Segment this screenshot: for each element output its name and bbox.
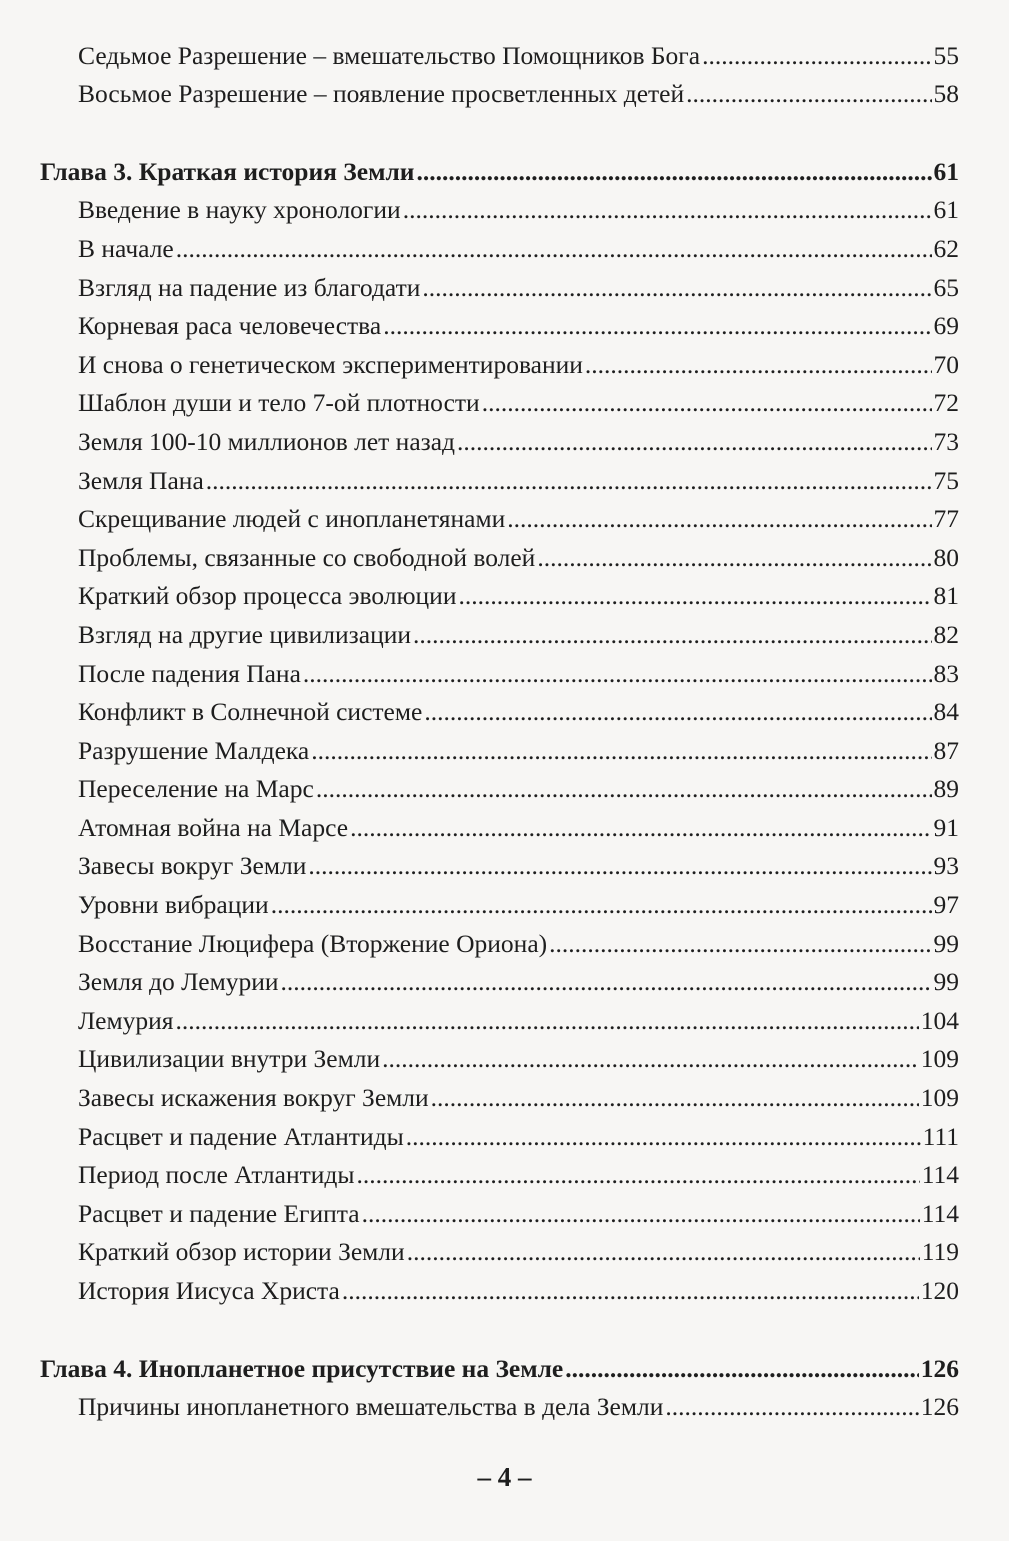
toc-entry — [0, 843, 1009, 882]
toc-entry-page: 69 — [933, 311, 959, 341]
dot-leader — [422, 273, 931, 303]
toc-entry-title: В начале — [78, 233, 174, 263]
toc-entry — [0, 225, 1009, 264]
toc-entry-page: 97 — [933, 890, 959, 920]
toc-entry-title: История Иисуса Христа — [78, 1276, 340, 1305]
page-number: – 4 – — [477, 1462, 532, 1492]
toc-entry-page: 58 — [933, 79, 959, 109]
section-gap — [0, 1306, 1009, 1345]
toc-entry — [0, 611, 1009, 650]
dot-leader — [311, 736, 931, 766]
toc-entry-title: Разрушение Малдека — [78, 735, 310, 765]
dot-leader — [458, 581, 931, 611]
toc-entry-page: 73 — [933, 426, 959, 456]
toc-entry-page: 109 — [920, 1044, 959, 1074]
dot-leader — [537, 543, 931, 573]
toc-entry-title: Скрещивание людей с инопланетянами — [78, 504, 506, 534]
toc-entry-page: 62 — [933, 233, 959, 263]
toc-entry-title: Переселение на Марс — [78, 774, 314, 804]
toc-entry — [0, 1190, 1009, 1229]
dot-leader — [176, 234, 932, 264]
toc-entry — [0, 1229, 1009, 1268]
toc-entry-title: Период после Атлантиды — [78, 1160, 355, 1190]
toc-entry-page: 77 — [933, 504, 959, 534]
toc-entry-title: Восьмое Разрешение – появление просветленных детей — [78, 79, 685, 109]
toc-entry — [0, 920, 1009, 959]
toc-entry-page: 70 — [933, 349, 959, 379]
toc-entry — [0, 380, 1009, 419]
dot-leader — [382, 1044, 919, 1074]
toc-entry-title: Цивилизации внутри Земли — [78, 1044, 381, 1074]
dot-leader — [585, 350, 932, 380]
toc-entry-title: Уровни вибрации — [78, 890, 269, 920]
toc-entry-page: 80 — [933, 542, 959, 572]
toc-entry-title: Завесы искажения вокруг Земли — [78, 1083, 429, 1113]
toc-entry-page: 126 — [920, 1392, 959, 1422]
dot-leader — [403, 195, 932, 225]
toc-entry-title: Конфликт в Солнечной системе — [78, 697, 423, 727]
dot-leader — [565, 1354, 919, 1384]
toc-entry — [0, 1036, 1009, 1075]
dot-leader — [457, 427, 931, 457]
dot-leader — [308, 851, 931, 881]
dot-leader — [350, 813, 931, 843]
dot-leader — [416, 157, 931, 187]
dot-leader — [303, 659, 932, 689]
toc-entry-title: Земля Пана — [78, 465, 204, 495]
toc-entry-title: Причины инопланетного вмешательства в дела Земли — [78, 1392, 664, 1422]
toc-entry-page: 81 — [933, 581, 959, 611]
dot-leader — [702, 41, 931, 71]
chapter-heading — [0, 1345, 1009, 1384]
dot-leader — [316, 774, 932, 804]
toc-entry-page: 75 — [933, 465, 959, 495]
toc-entry — [0, 804, 1009, 843]
toc-entry-page: 72 — [933, 388, 959, 418]
toc-entry-title: Восстание Люцифера (Вторжение Ориона) — [78, 928, 548, 958]
toc-entry-page: 99 — [933, 967, 959, 997]
toc-entry-title: Корневая раса человечества — [78, 311, 382, 341]
dot-leader — [413, 620, 931, 650]
dot-leader — [281, 967, 932, 997]
toc-entry — [0, 727, 1009, 766]
toc-entry — [0, 32, 1009, 71]
toc-entry-page: 82 — [933, 619, 959, 649]
dot-leader — [665, 1392, 918, 1422]
toc-entry — [0, 1267, 1009, 1306]
table-of-contents — [0, 32, 1009, 1422]
toc-entry — [0, 1113, 1009, 1152]
toc-entry-page: 84 — [933, 697, 959, 727]
toc-entry-title: Краткий обзор процесса эволюции — [78, 581, 457, 611]
dot-leader — [482, 388, 932, 418]
toc-entry-page: 114 — [921, 1198, 959, 1228]
toc-entry-page: 114 — [921, 1160, 959, 1190]
toc-entry-title: И снова о генетическом экспериментировании — [78, 349, 583, 379]
toc-entry-page: 55 — [933, 40, 959, 70]
toc-entry — [0, 573, 1009, 612]
toc-entry-page: 83 — [933, 658, 959, 688]
toc-entry — [0, 1152, 1009, 1191]
toc-entry-title: Седьмое Разрешение – вмешательство Помощников Бога — [78, 40, 701, 70]
toc-entry-title: Лемурия — [78, 1005, 174, 1035]
dot-leader — [507, 504, 931, 534]
dot-leader — [431, 1083, 919, 1113]
toc-entry — [0, 303, 1009, 342]
dot-leader — [406, 1122, 921, 1152]
toc-entry-page: 99 — [933, 928, 959, 958]
chapter-title: Глава 3. Краткая история Земли — [40, 156, 415, 186]
toc-entry-title: После падения Пана — [78, 658, 301, 688]
toc-entry — [0, 1384, 1009, 1423]
dot-leader — [175, 1006, 918, 1036]
chapter-heading — [0, 148, 1009, 187]
toc-entry-title: Взгляд на другие цивилизации — [78, 619, 412, 649]
toc-entry — [0, 650, 1009, 689]
toc-entry-title: Проблемы, связанные со свободной волей — [78, 542, 536, 572]
toc-entry — [0, 1074, 1009, 1113]
dot-leader — [383, 311, 931, 341]
toc-entry-page: 61 — [933, 195, 959, 225]
toc-entry — [0, 187, 1009, 226]
toc-entry — [0, 457, 1009, 496]
toc-entry-page: 91 — [933, 812, 959, 842]
chapter-page: 126 — [920, 1353, 959, 1383]
toc-entry-page: 104 — [920, 1005, 959, 1035]
toc-entry-title: Земля до Лемурии — [78, 967, 279, 997]
toc-entry-page: 87 — [933, 735, 959, 765]
dot-leader — [549, 929, 931, 959]
toc-entry-title: Введение в науку хронологии — [78, 195, 401, 225]
dot-leader — [206, 466, 932, 496]
chapter-page: 61 — [933, 156, 959, 186]
toc-entry — [0, 881, 1009, 920]
dot-leader — [686, 79, 931, 109]
chapter-title: Глава 4. Инопланетное присутствие на Земле — [40, 1353, 564, 1383]
toc-entry-title: Расцвет и падение Египта — [78, 1198, 360, 1228]
toc-entry — [0, 264, 1009, 303]
toc-entry — [0, 766, 1009, 805]
toc-entry-page: 119 — [921, 1237, 959, 1267]
dot-leader — [407, 1237, 920, 1267]
toc-entry-title: Расцвет и падение Атлантиды — [78, 1121, 404, 1151]
toc-entry — [0, 959, 1009, 998]
toc-entry — [0, 341, 1009, 380]
toc-entry-title: Шаблон души и тело 7-ой плотности — [78, 388, 480, 418]
toc-entry — [0, 496, 1009, 535]
dot-leader — [362, 1199, 920, 1229]
toc-entry-page: 109 — [920, 1083, 959, 1113]
toc-entry-title: Завесы вокруг Земли — [78, 851, 307, 881]
toc-entry-page: 65 — [933, 272, 959, 302]
toc-entry-page: 111 — [922, 1121, 959, 1151]
toc-entry — [0, 418, 1009, 457]
dot-leader — [357, 1160, 920, 1190]
toc-entry — [0, 997, 1009, 1036]
toc-entry-title: Земля 100-10 миллионов лет назад — [78, 426, 456, 456]
toc-entry-title: Взгляд на падение из благодати — [78, 272, 421, 302]
toc-entry-page: 120 — [920, 1276, 959, 1305]
dot-leader — [271, 890, 932, 920]
section-gap — [0, 109, 1009, 148]
toc-entry — [0, 689, 1009, 728]
toc-entry — [0, 534, 1009, 573]
toc-entry-title: Краткий обзор истории Земли — [78, 1237, 405, 1267]
toc-entry-page: 89 — [933, 774, 959, 804]
dot-leader — [342, 1276, 919, 1306]
dot-leader — [424, 697, 931, 727]
toc-entry-page: 93 — [933, 851, 959, 881]
toc-entry — [0, 71, 1009, 110]
toc-entry-title: Атомная война на Марсе — [78, 812, 349, 842]
